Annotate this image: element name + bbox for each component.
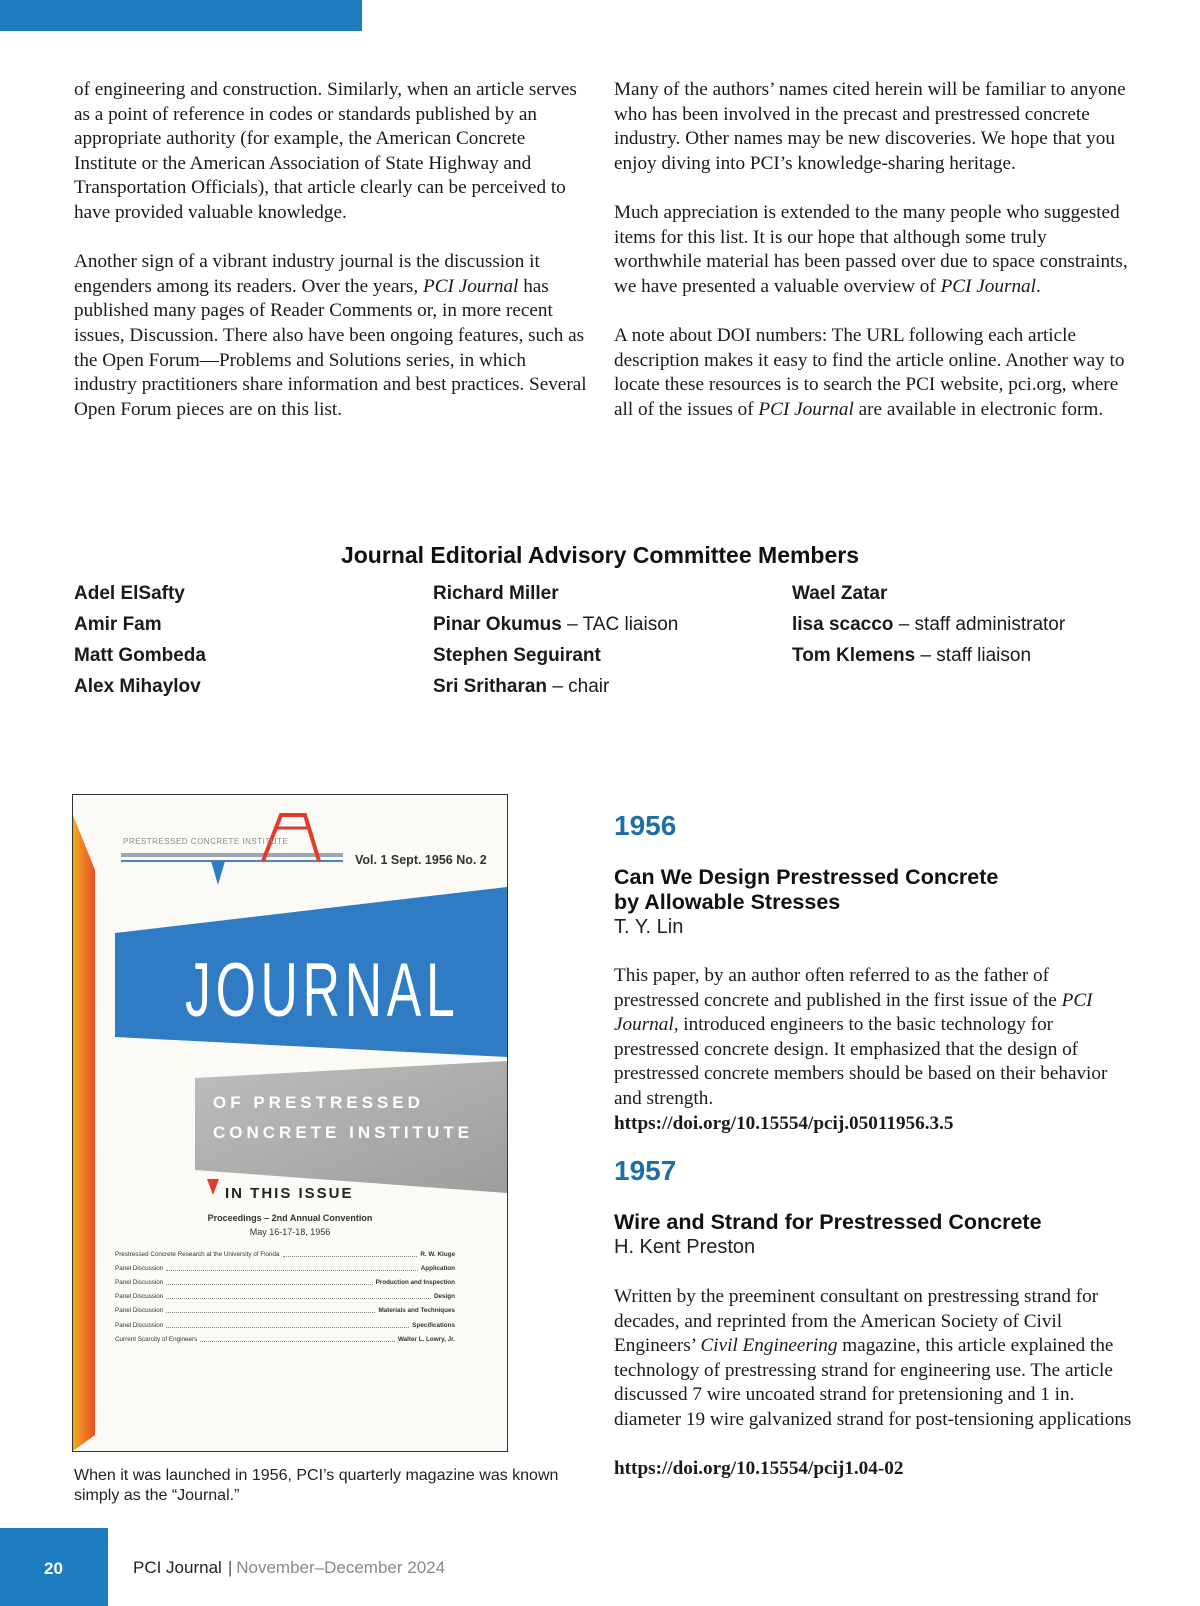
toc-leader — [200, 1337, 395, 1342]
footer-issue-date: November–December 2024 — [236, 1558, 446, 1577]
cover-orange-stripe — [73, 815, 95, 1451]
cover-dates: May 16-17-18, 1956 — [249, 1227, 331, 1237]
toc-right: Walter L. Lowry, Jr. — [397, 1335, 455, 1343]
member-name: Wael Zatar — [792, 583, 888, 604]
committee-member — [433, 609, 678, 640]
journal-cover-image — [72, 794, 508, 1452]
toc-leader — [166, 1308, 375, 1313]
committee-member — [433, 671, 678, 702]
journal-title-italic: PCI Journal — [940, 275, 1036, 297]
member-name: Matt Gombeda — [74, 645, 206, 666]
text-run: This paper, by an author often referred to as the father of prestressed concrete and published in the first issue of the — [614, 965, 1062, 1011]
committee-member — [433, 640, 678, 671]
intro-left-paragraph-1: of engineering and construction. Similarly, when an article serves as a point of reference in codes or standards published by an appropriate authority (for example, the American Concrete Institute or the American Association of State Highway and Transportation Officials), that article clearly can be perceived to have provided valuable knowledge. — [74, 79, 577, 223]
committee-member — [792, 609, 1065, 640]
magazine-title-italic: Civil Engineering — [700, 1335, 838, 1357]
toc-row — [115, 1332, 455, 1346]
committee-member — [74, 640, 206, 671]
committee-member — [792, 640, 1065, 671]
entry-year: 1956 — [614, 810, 677, 841]
text-run: has published many pages of Reader Comments or, in more recent issues, Discussion. There also have been ongoing features, such as the Open Forum—Problems and Solutions series, in which industry practitioners share information and best practices. Several Open Forum pieces are on this list. — [74, 275, 587, 420]
member-name: Tom Klemens — [792, 645, 916, 666]
member-name: lisa scacco — [792, 614, 894, 635]
committee-member — [792, 578, 1065, 609]
cover-blue-pier — [211, 861, 225, 885]
cover-journal-wordmark: JOURNAL — [185, 948, 460, 1033]
committee-member — [74, 609, 206, 640]
intro-right-paragraph-3 — [614, 324, 1134, 422]
top-accent-bar — [0, 0, 362, 31]
text-run: , introduced engineers to the basic technology for prestressed concrete design. It emphasized that the design of prestressed concrete members should be based on their behavior and strength. — [614, 1014, 1108, 1109]
toc-left: Panel Discussion — [115, 1321, 164, 1329]
cover-institute-label: PRESTRESSED CONCRETE INSTITUTE — [123, 837, 289, 846]
cover-proceedings: Proceedings – 2nd Annual Convention — [207, 1213, 373, 1223]
cover-in-this-issue: IN THIS ISSUE — [225, 1185, 354, 1202]
intro-left-paragraph-2 — [74, 250, 590, 422]
footer-journal: PCI Journal — [133, 1558, 222, 1577]
entry-title-line: by Allowable Stresses — [614, 890, 841, 914]
member-name: Sri Sritharan — [433, 676, 548, 697]
journal-title-italic: PCI Journal — [758, 398, 854, 420]
toc-left: Current Scarcity of Engineers — [115, 1335, 198, 1343]
text-run: Written by the preeminent consultant on prestressing strand for decades, and reprinted from the American Society of Civil Engineers’ — [614, 1286, 1099, 1357]
entry-author: T. Y. Lin — [614, 916, 684, 938]
cover-subtitle-line-2: CONCRETE INSTITUTE — [213, 1123, 473, 1142]
toc-row — [115, 1247, 455, 1261]
toc-right: Materials and Techniques — [378, 1307, 455, 1315]
toc-left: Panel Discussion — [115, 1307, 164, 1315]
member-name: Alex Mihaylov — [74, 676, 201, 697]
intro-right-paragraph-2 — [614, 201, 1134, 299]
journal-title-italic: PCI Journal — [422, 275, 519, 297]
toc-row — [115, 1275, 455, 1289]
text-run: are available in electronic form. — [853, 398, 1104, 420]
cover-volume-label: Vol. 1 Sept. 1956 No. 2 — [355, 853, 487, 867]
page-number: 20 — [44, 1559, 63, 1578]
entry-description — [614, 964, 1134, 1112]
toc-row — [115, 1261, 455, 1275]
text-run: magazine, this article explained the technology of prestressing strand for engineering use. The article discussed 7 wire uncoated strand for pretensioning and 1 in. diameter 19 wire galvanized strand for post-tensioning applications — [614, 1335, 1132, 1430]
entry-heading — [614, 865, 1134, 940]
toc-leader — [166, 1280, 372, 1285]
committee-title: Journal Editorial Advisory Committee Members — [340, 542, 860, 568]
toc-left: Prestressed Concrete Research at the University of Florida — [115, 1250, 280, 1258]
cover-red-marker — [207, 1179, 219, 1195]
member-name: Richard Miller — [433, 583, 559, 604]
toc-left: Panel Discussion — [115, 1264, 164, 1272]
member-name: Amir Fam — [74, 614, 162, 635]
cover-subtitle-line-1: OF PRESTRESSED — [213, 1093, 424, 1112]
text-run: . — [1035, 275, 1041, 297]
toc-right: Application — [420, 1264, 455, 1272]
committee-member — [74, 671, 206, 702]
entry-author: H. Kent Preston — [614, 1236, 756, 1258]
intro-left-column — [74, 78, 590, 422]
entry-doi-link[interactable]: https://doi.org/10.15554/pcij1.04-02 — [614, 1458, 904, 1479]
toc-leader — [166, 1323, 409, 1328]
member-role: – chair — [547, 676, 610, 697]
member-name: Adel ElSafty — [74, 583, 185, 604]
member-name: Pinar Okumus — [433, 614, 562, 635]
entry-year: 1957 — [614, 1155, 677, 1186]
committee-column-1 — [74, 578, 206, 702]
entry-title-line: Wire and Strand for Prestressed Concrete — [614, 1210, 1042, 1234]
toc-right: Design — [434, 1293, 455, 1301]
toc-row — [115, 1318, 455, 1332]
toc-leader — [166, 1294, 431, 1299]
toc-leader — [283, 1252, 418, 1257]
toc-right: R. W. Kluge — [420, 1250, 455, 1258]
member-role: – staff liaison — [915, 645, 1032, 666]
committee-column-3 — [792, 578, 1065, 671]
toc-row — [115, 1290, 455, 1304]
footer-separator: | — [227, 1558, 233, 1577]
member-name: Stephen Seguirant — [433, 645, 601, 666]
toc-leader — [166, 1266, 417, 1271]
entry-description — [614, 1285, 1134, 1433]
member-role: – staff administrator — [893, 614, 1066, 635]
cover-table-of-contents — [115, 1247, 455, 1346]
entry-heading — [614, 1210, 1134, 1260]
entry-title-line: Can We Design Prestressed Concrete — [614, 865, 999, 889]
committee-column-2 — [433, 578, 678, 702]
toc-row — [115, 1304, 455, 1318]
cover-caption: When it was launched in 1956, PCI’s quarterly magazine was known simply as the “Journal.” — [74, 1467, 559, 1504]
toc-left: Panel Discussion — [115, 1293, 164, 1301]
text-run: Much appreciation is extended to the many people who suggested items for this list. It is our hope that although some truly worthwhile material has been passed over due to space constraints, we have presented a valuable overview of — [614, 201, 1128, 297]
toc-right: Production and Inspection — [375, 1278, 455, 1286]
toc-left: Panel Discussion — [115, 1278, 164, 1286]
footer-running-head — [133, 1558, 445, 1578]
journal-title-italic: PCI Journal — [614, 989, 1093, 1036]
member-role: – TAC liaison — [561, 614, 679, 635]
text-run: A note about DOI numbers: The URL following each article description makes it easy to find the article online. Another way to locate these resources is to search the PCI website, pci.org, where all of the issues of — [614, 324, 1125, 420]
intro-right-paragraph-1: Many of the authors’ names cited herein will be familiar to anyone who has been involved in the precast and prestressed concrete industry. Other names may be new discoveries. We hope that you enjoy diving into PCI’s knowledge-sharing heritage. — [614, 79, 1126, 174]
committee-member — [433, 578, 678, 609]
committee-member — [74, 578, 206, 609]
intro-right-column — [614, 78, 1134, 422]
toc-right: Specifications — [412, 1321, 455, 1329]
text-run: Another sign of a vibrant industry journal is the discussion it engenders among its readers. Over the years, — [74, 251, 540, 297]
entry-doi-link[interactable]: https://doi.org/10.15554/pcij.05011956.3.5 — [614, 1113, 954, 1134]
